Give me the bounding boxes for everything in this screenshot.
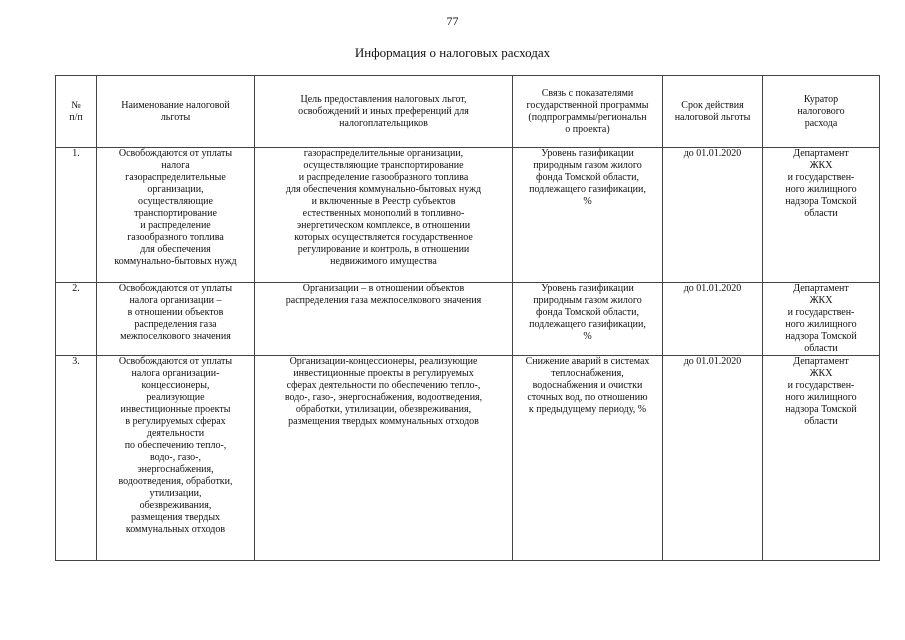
text-line: области [804, 208, 838, 219]
text-line: подлежащего газификации, [529, 184, 646, 195]
text-line: налогового [797, 105, 845, 117]
text-line: газораспределительные организации, [303, 148, 464, 159]
cell-benefit-name [97, 283, 255, 356]
cell-program-indicator [513, 148, 663, 283]
header-purpose [255, 76, 513, 148]
text-line: Куратор [803, 93, 839, 105]
text-line: ЖКХ [809, 368, 833, 379]
text-line: осуществляющие транспортирование [303, 160, 464, 171]
text-line: государственной программы [526, 99, 649, 111]
text-line: расхода [804, 117, 838, 129]
text-line: Наименование налоговой [121, 99, 230, 111]
cell-program-indicator [513, 283, 663, 356]
text-line: сферах деятельности по обеспечению тепло-, [286, 380, 481, 391]
text-line: Цель предоставления налоговых льгот, [300, 93, 467, 105]
text-line: сточных вод, по отношению [527, 392, 648, 403]
tax-expenditures-table [55, 75, 880, 561]
cell-term [663, 356, 763, 561]
cell-program-indicator [513, 356, 663, 561]
text-line: и государствен- [787, 380, 855, 391]
text-line: в регулируемых сферах [125, 416, 226, 427]
text-line: надзора Томской [785, 331, 857, 342]
text-line: водоснабжения и очистки [532, 380, 643, 391]
text-line: энергоснабжения, [137, 464, 214, 475]
text-line: недвижимого имущества [330, 256, 437, 267]
text-line: № [71, 99, 81, 111]
text-line: регулирование и контроль, в отношении [297, 244, 470, 255]
text-line: ЖКХ [809, 160, 833, 171]
text-line: до 01.01.2020 [683, 356, 742, 367]
cell-curator [763, 356, 880, 561]
cell-term [663, 148, 763, 283]
text-line: освобождений и иных преференций для [298, 105, 469, 117]
cell-term [663, 283, 763, 356]
text-line: осуществляющие [138, 196, 213, 207]
text-line: ного жилищного [785, 392, 857, 403]
text-line: организации, [147, 184, 204, 195]
cell-curator [763, 283, 880, 356]
text-line: деятельности [146, 428, 205, 439]
text-line: фонда Томской области, [536, 307, 639, 318]
cell-number: 2. [56, 283, 97, 356]
text-line: водоотведения, обработки, [118, 476, 233, 487]
text-line: инвестиционные проекты в регулируемых [293, 368, 474, 379]
text-line: надзора Томской [785, 196, 857, 207]
text-line: (подпрограммы/региональн [528, 111, 647, 123]
text-line: Департамент [793, 356, 849, 367]
page-number: 77 [446, 14, 459, 28]
text-line: межпоселкового значения [120, 331, 231, 342]
text-line: для обеспечения коммунально-бытовых нужд [285, 184, 482, 195]
text-line: водо-, газо-, [149, 452, 202, 463]
text-line: в отношении объектов [127, 307, 224, 318]
text-line: распределения газа [134, 319, 217, 330]
text-line: Департамент [793, 283, 849, 294]
text-line: области [804, 343, 838, 354]
text-line: и распределение газообразного топлива [298, 172, 469, 183]
page-title: Информация о налоговых расходах [354, 45, 551, 60]
text-line: п/п [69, 111, 83, 123]
text-line: газообразного топлива [127, 232, 224, 243]
text-line: которых осуществляется государственное [294, 232, 473, 243]
text-line: Освобождаются от уплаты [118, 356, 233, 367]
text-line: надзора Томской [785, 404, 857, 415]
text-line: Освобождаются от уплаты [118, 283, 233, 294]
text-line: о проекта) [565, 123, 610, 135]
text-line: коммунально-бытовых нужд [114, 256, 237, 267]
text-line: теплоснабжения, [551, 368, 624, 379]
text-line: водо-, газо-, энергоснабжения, водоотведения, [284, 392, 483, 403]
text-line: Снижение аварий в системах [525, 356, 650, 367]
text-line: до 01.01.2020 [683, 283, 742, 294]
text-line: ного жилищного [785, 184, 857, 195]
text-line: инвестиционные проекты [120, 404, 231, 415]
text-line: Организации-концессионеры, реализующие [289, 356, 478, 367]
text-line: по обеспечению тепло-, [124, 440, 227, 451]
cell-purpose [255, 283, 513, 356]
cell-benefit-name [97, 148, 255, 283]
table-row [56, 148, 880, 283]
text-line: налога организации- [131, 368, 220, 379]
text-line: % [583, 196, 592, 207]
text-line: транспортирование [134, 208, 217, 219]
text-line: энергетическом комплексе, в отношении [296, 220, 471, 231]
cell-curator [763, 148, 880, 283]
text-line: для обеспечения [140, 244, 211, 255]
text-line: фонда Томской области, [536, 172, 639, 183]
cell-purpose [255, 356, 513, 561]
cell-number: 1. [56, 148, 97, 283]
table-header-row [56, 76, 880, 148]
text-line: естественных монополий в топливно- [302, 208, 465, 219]
text-line: налога организации – [129, 295, 222, 306]
text-line: к предыдущему периоду, % [528, 404, 647, 415]
cell-number: 3. [56, 356, 97, 561]
text-line: ЖКХ [809, 295, 833, 306]
text-line: Организации – в отношении объектов [302, 283, 465, 294]
header-benefit-name [97, 76, 255, 148]
text-line: и включенные в Реестр субъектов [311, 196, 456, 207]
text-line: коммунальных отходов [125, 524, 226, 535]
text-line: распределения газа межпоселкового значения [285, 295, 482, 306]
text-line: области [804, 416, 838, 427]
text-line: утилизации, [149, 488, 202, 499]
text-line: и государствен- [787, 172, 855, 183]
text-line: Департамент [793, 148, 849, 159]
text-line: налога [161, 160, 190, 171]
text-line: подлежащего газификации, [529, 319, 646, 330]
text-line: налоговой льготы [674, 111, 751, 123]
cell-benefit-name [97, 356, 255, 561]
text-line: Связь с показателями [541, 87, 634, 99]
text-line: размещения твердых [130, 512, 221, 523]
header-number [56, 76, 97, 148]
text-line: и распределение [140, 220, 211, 231]
text-line: Уровень газификации [541, 148, 634, 159]
cell-purpose [255, 148, 513, 283]
text-line: % [583, 331, 592, 342]
text-line: реализующие [146, 392, 205, 403]
text-line: Срок действия [681, 99, 744, 111]
table-row [56, 356, 880, 561]
table-row [56, 283, 880, 356]
text-line: и государствен- [787, 307, 855, 318]
text-line: до 01.01.2020 [683, 148, 742, 159]
text-line: природным газом жилого [533, 295, 642, 306]
text-line: Освобождаются от уплаты [118, 148, 233, 159]
text-line: налогоплательщиков [339, 117, 428, 129]
text-line: размещения твердых коммунальных отходов [288, 416, 479, 427]
header-term [663, 76, 763, 148]
text-line: обезвреживания, [139, 500, 212, 511]
text-line: Уровень газификации [541, 283, 634, 294]
text-line: газораспределительные [125, 172, 226, 183]
header-program-indicator [513, 76, 663, 148]
header-curator [763, 76, 880, 148]
text-line: ного жилищного [785, 319, 857, 330]
text-line: обработки, утилизации, обезвреживания, [295, 404, 472, 415]
text-line: природным газом жилого [533, 160, 642, 171]
text-line: льготы [160, 111, 191, 123]
text-line: концессионеры, [141, 380, 210, 391]
